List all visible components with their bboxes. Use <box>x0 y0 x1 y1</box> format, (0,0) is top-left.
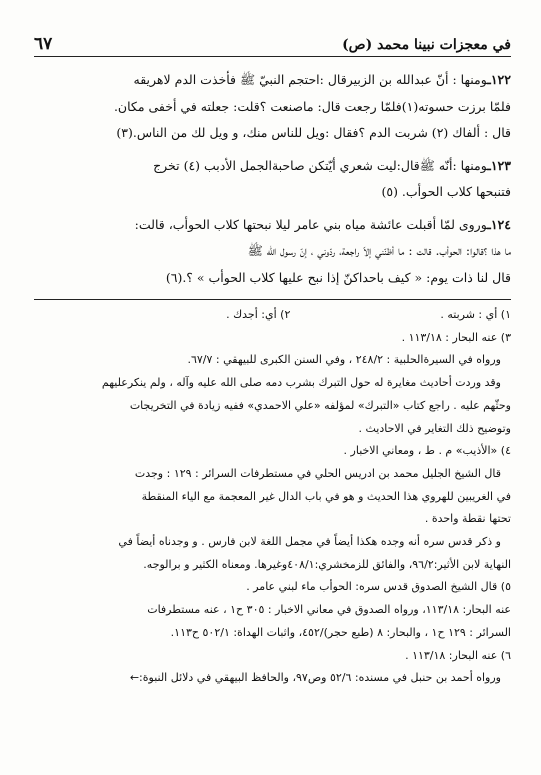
text-line <box>34 94 511 121</box>
footnote-line: قال الشيخ الجليل محمد بن ادريس الحلي في مستطرفات السرائر : ١٢٩ : وجدت <box>134 466 501 480</box>
text-line <box>34 120 511 147</box>
footnotes <box>34 304 511 690</box>
text-line <box>34 179 511 206</box>
footnote-line: ٥) قال الشيخ الصدوق قدس سره: الحوأب ماء لبني عامر . <box>246 580 511 594</box>
footnote-divider <box>34 299 511 300</box>
footnote-line: وقد وردت أحاديث مغايرة له حول التبرك بشرب دمه صلى الله عليه وآله ، ولم ينكرعليهم <box>101 376 501 390</box>
page-header <box>34 22 511 57</box>
line-text: قال لنا ذات يوم: « كيف باحداكنّ إذا نبح عليها كلاب الحوأب » ؟.(٦) <box>165 269 511 285</box>
footnote-line: ٤) «الأذيب» م . ط ، ومعاني الاخبار . <box>343 444 511 458</box>
line-text: وروى لمّا أقبلت عائشة مياه بني عامر ليلا نبحتها كلاب الحوأب، قالت: <box>134 216 488 232</box>
footnote-line: ٣) عنه البحار : ١١٣/١٨ . <box>401 330 511 344</box>
text-line <box>34 238 511 265</box>
page-number: ٦٧ <box>34 34 53 54</box>
footnote-line: و ذكر قدس سره أنه وجده هكذا أيضاً في مجمل اللغة لابن فارس . و وجدناه أيضاً في <box>118 535 501 549</box>
footnote-lines <box>34 327 511 690</box>
text-line <box>34 153 511 180</box>
footnote-line: تحتها نقطة واحدة . <box>424 512 511 526</box>
footnote-1: ١) أي : شربته . <box>440 308 511 321</box>
footnote-line: ورواه في السيرةالحلبية : ٢٤٨/٢ ، وفي السنن الكبرى للبيهقي : ٦٧/٧. <box>187 353 501 367</box>
footnote-line: ورواه أحمد بن حنبل في مسنده: ٥٢/٦ وص٩٧، والحافظ البيهقي في دلائل النبوة:← <box>129 671 501 685</box>
hadith-123 <box>34 153 511 206</box>
footnote-line: وحثّهم عليه . راجع كتاب «التبرك» لمؤلفه «علي الاحمدي» ففيه زيادة في التخريجات <box>129 398 511 412</box>
hadith-124 <box>34 212 511 292</box>
hadith-number: ١٢٢ـ <box>487 72 511 87</box>
line-text: ما هذا ؟قالوا: الحوأب. قالت : ما أظنّني إلاّ راجعة، ردّوني ، إنّ رسول الله ﷺ <box>247 243 511 258</box>
main-text <box>34 67 511 291</box>
footnote-line: في الغريبين للهروي هذا الحديث و هو في باب الدال غير المعجمة مع الياء المنقطة <box>141 489 511 503</box>
line-text: ومنها :أنّه ﷺقال:ليت شعري أيّتكن صاحبةالجمل الأدبب (٤) تخرج <box>153 157 488 173</box>
footnote-line: النهاية لابن الأثير:٩٦/٢، والفائق للزمخشري:٤٠٨/١وغيرها. ومعناه الكثير و برالوجه. <box>143 557 511 571</box>
line-text: ومنها : أنّ عبدالله بن الزبيرقال :احتجم النبيّ ﷺ فأخذت الدم لاهريقه <box>133 72 488 87</box>
footnote-line: وتوضيح ذلك التغاير في الاحاديث . <box>358 421 511 435</box>
line-text: فتنبحها كلاب الحوأب. (٥) <box>381 184 511 199</box>
footnote-line: السرائر : ١٢٩ ح١ ، والبحار: ٨ (طبع حجر)/٤٥٢، واثبات الهداة: ٥٠٢/١ ح١١٣. <box>170 625 511 639</box>
hadith-number: ١٢٣ـ <box>487 157 511 173</box>
text-line <box>34 212 511 239</box>
footnote-2: ٢) أي: أجدك . <box>226 308 291 321</box>
text-line <box>34 265 511 292</box>
running-title: في معجزات نبينا محمد (ص) <box>342 37 511 53</box>
footnote-line: ٦) عنه البحار: ١١٣/١٨ . <box>405 648 511 662</box>
hadith-122 <box>34 67 511 147</box>
footnote-line: عنه البحار: ١١٣/١٨، ورواه الصدوق في معاني الاخبار : ٣٠٥ ح١ ، عنه مستطرفات <box>147 603 511 617</box>
line-text: فلمّا برزت حسوته(١)فلمّا رجعت قال: ماصنعت ؟قلت: جعلته في أخفى مكان. <box>113 98 511 114</box>
hadith-number: ١٢٤ـ <box>487 216 511 232</box>
footnote-pair <box>34 304 511 327</box>
text-line <box>34 67 511 94</box>
line-text: قال : ألفاك (٢) شربت الدم ؟فقال :ويل للناس منك، و ويل لك من الناس.(٣) <box>116 125 511 140</box>
